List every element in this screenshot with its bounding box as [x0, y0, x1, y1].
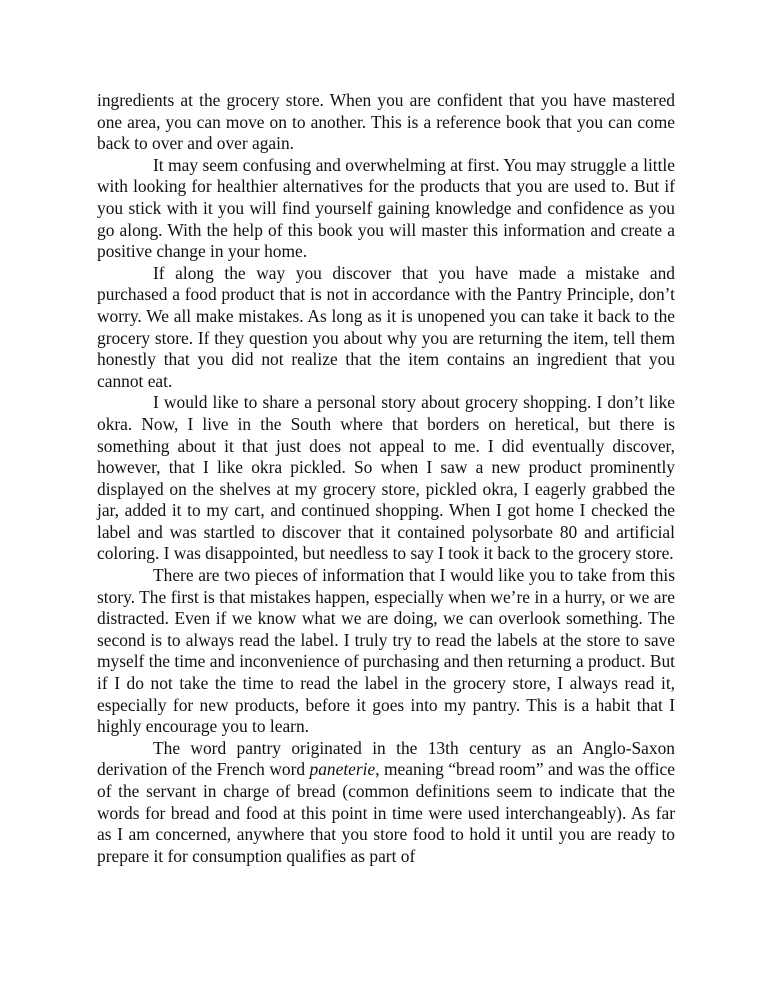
paragraph-4: I would like to share a personal story about grocery shopping. I don’t like okra. Now, I live in the South where that borders on heretical, but there is something about it that just does not appeal to me. I did eventually discover, however, that I like okra pickled. So when I saw a new product prominently displayed on the shelves at my grocery store, pickled okra, I eagerly grabbed the jar, added it to my cart, and continued shopping. When I got home I checked the label and was startled to discover that it contained polysorbate 80 and artificial coloring. I was disappointed, but needless to say I took it back to the grocery store. [97, 392, 675, 564]
paragraph-6-start: The word pantry originated in the 13th century as an Anglo-Saxon derivation of the French word [97, 737, 675, 780]
paragraph-1: ingredients at the grocery store. When you are confident that you have mastered one area, you can move on to another. This is a reference book that you can come back to over and over again. [97, 90, 675, 154]
paragraph-2: It may seem confusing and overwhelming at first. You may struggle a little with looking for healthier alternatives for the products that you are used to. But if you stick with it you will find yourself gaining knowledge and confidence as you go along. With the help of this book you will master this information and create a positive change in your home. [97, 154, 675, 262]
paragraph-5: There are two pieces of information that I would like you to take from this story. The first is that mistakes happen, especially when we’re in a hurry, or we are distracted. Even if we know what we are doing, we can overlook something. The second is to always read the label. I truly try to read the labels at the store to save myself the time and inconvenience of purchasing and then returning a product. But if I do not take the time to read the label in the grocery store, I always read it, especially for new products, before it goes into my pantry. This is a habit that I highly encourage you to learn. [97, 565, 675, 737]
book-page-text [97, 90, 675, 867]
paneterie-term: paneterie [309, 759, 376, 780]
paragraph-3: If along the way you discover that you have made a mistake and purchased a food product that is not in accordance with the Pantry Principle, don’t worry. We all make mistakes. As long as it is unopened you can take it back to the grocery store. If they question you about why you are returning the item, tell them honestly that you did not realize that the item contains an ingredient that you cannot eat. [97, 262, 675, 391]
paragraph-6-end: , meaning “bread room” and was the office of the servant in charge of bread (common definitions seem to indicate that the words for bread and food at this point in time were used interchangeably). As far as I am concerned, anywhere that you store food to hold it until you are ready to prepare it for consumption qualifies as part of [97, 759, 675, 866]
paragraph-6 [97, 738, 675, 868]
